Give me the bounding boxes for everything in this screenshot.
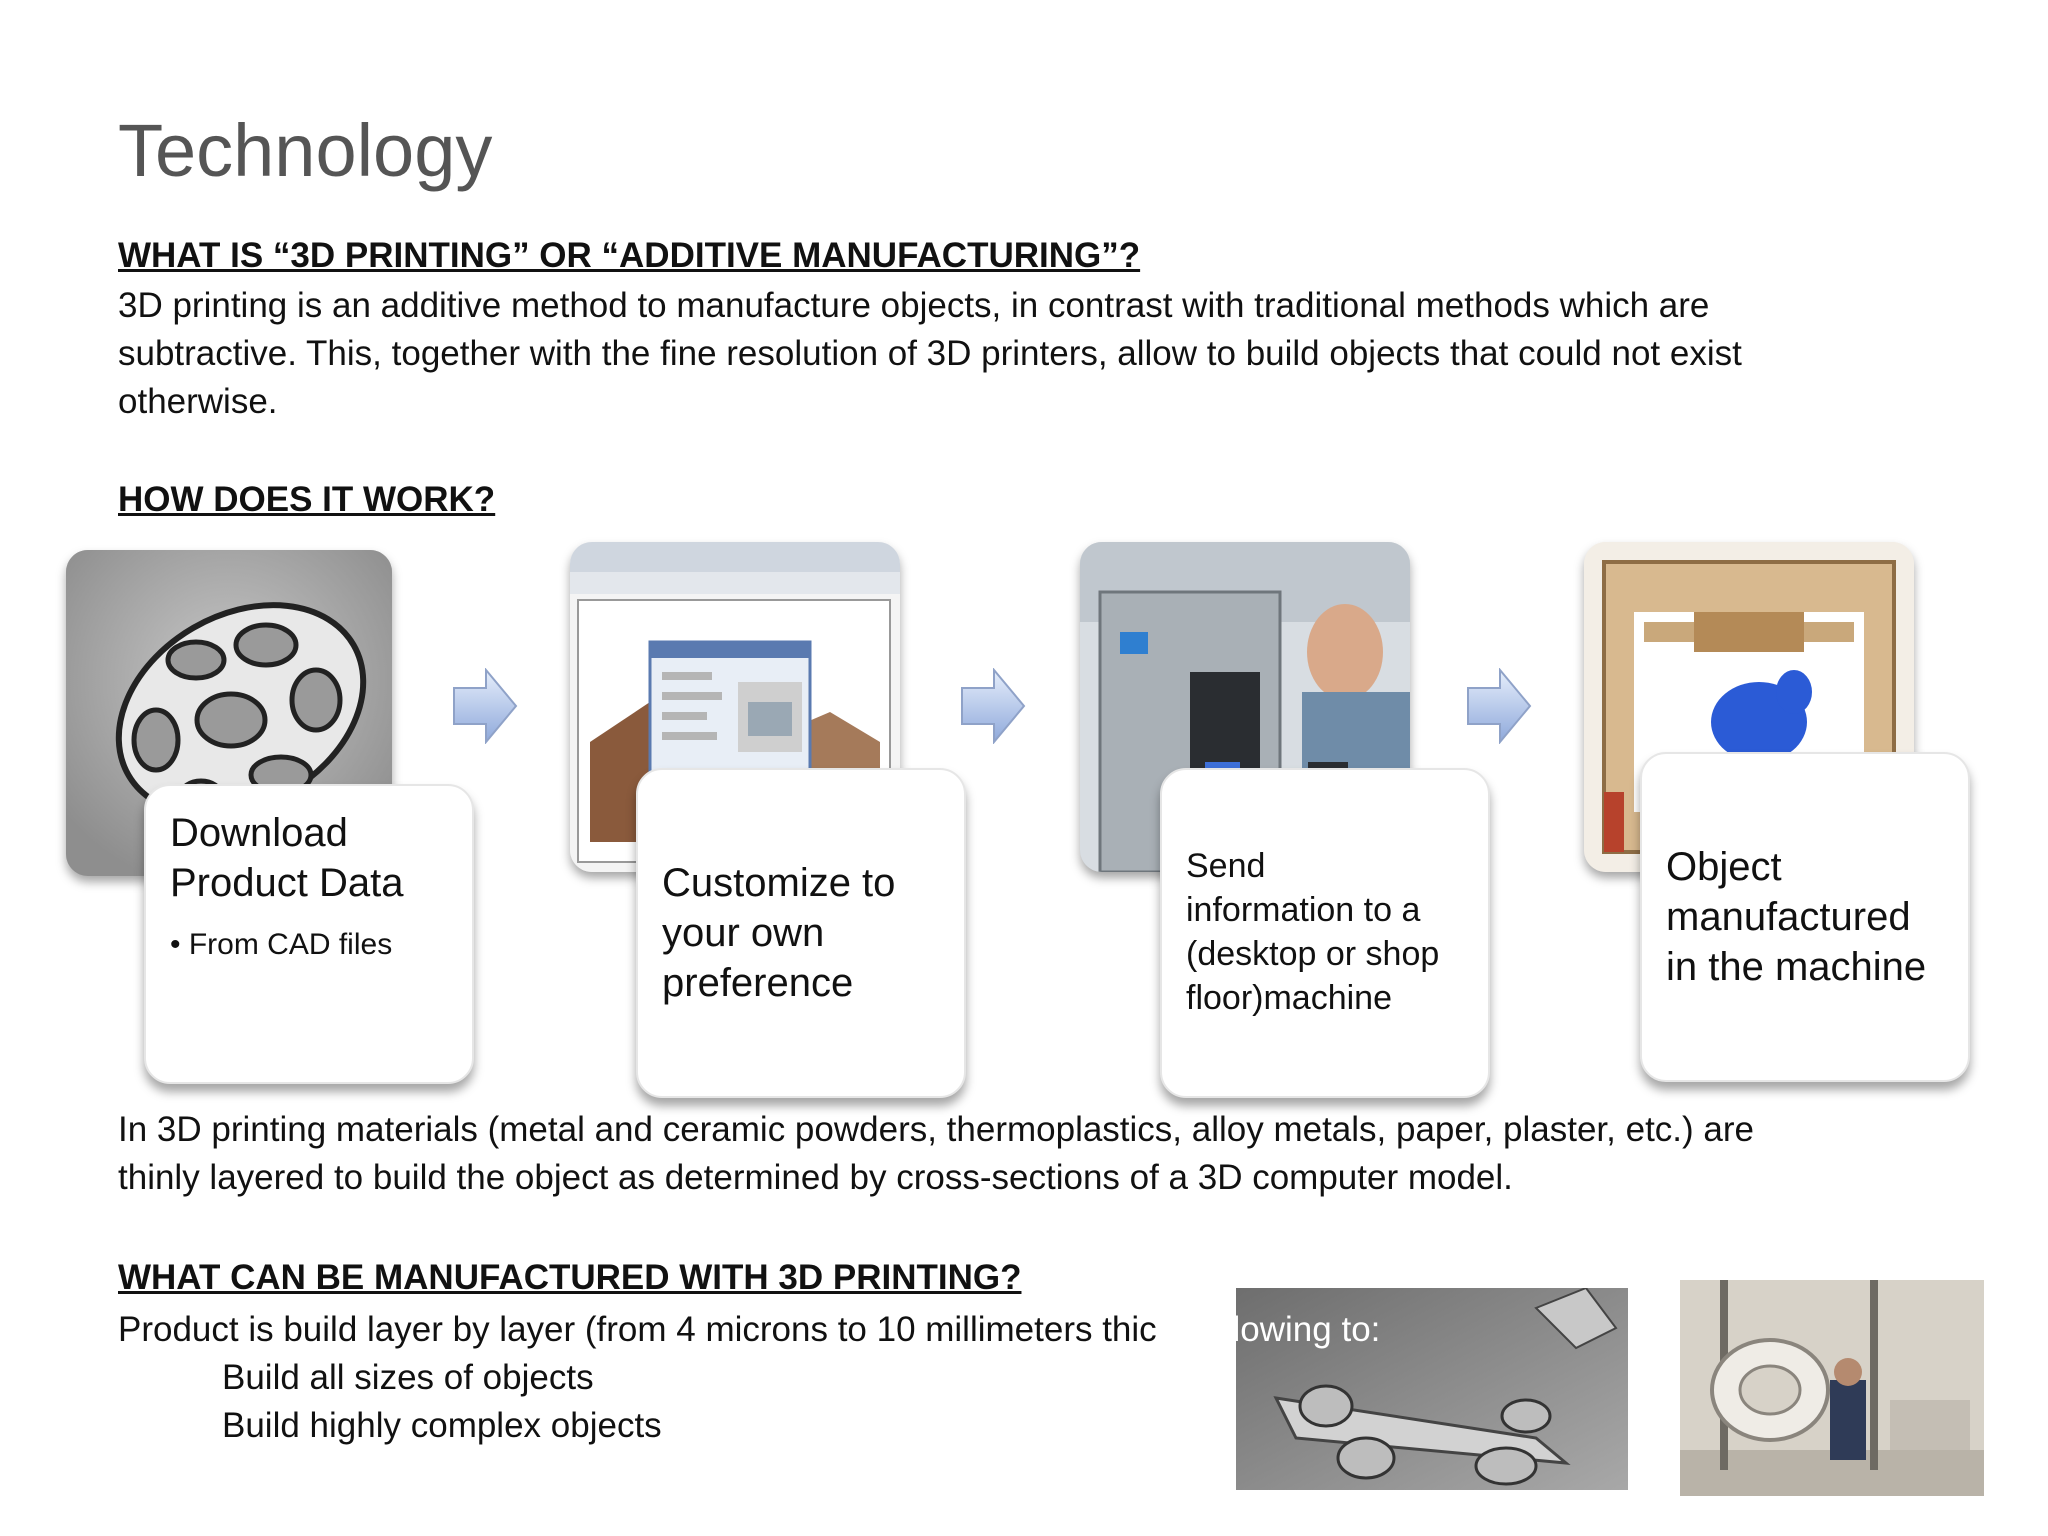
arrow-right-icon xyxy=(452,668,518,744)
list-item: Build highly complex objects xyxy=(222,1406,662,1445)
step-bullet: • From CAD files xyxy=(170,928,393,961)
step-title xyxy=(1666,842,1944,992)
step-title-line: floor)machine xyxy=(1186,979,1392,1017)
arrow-right-icon xyxy=(960,668,1026,744)
step-title-line: manufactured xyxy=(1666,895,1911,939)
step-card-download xyxy=(144,784,474,1084)
step-title-line: in the machine xyxy=(1666,945,1927,989)
step-title-line: information to a xyxy=(1186,891,1421,929)
what-can-line-dark: Product is build layer by layer (from 4 microns to 10 millimeters thic xyxy=(118,1310,1157,1349)
step-title-line: (desktop or shop xyxy=(1186,935,1440,973)
how-paragraph xyxy=(118,1106,1918,1202)
what-can-list xyxy=(222,1354,662,1450)
step-title xyxy=(662,858,940,1008)
page-title: Technology xyxy=(118,109,493,192)
section-heading-what-can: WHAT CAN BE MANUFACTURED WITH 3D PRINTING? xyxy=(118,1258,1022,1297)
paragraph-line: 3D printing is an additive method to manufacture objects, in contrast with traditional methods which are xyxy=(118,286,1710,325)
step-title-line: preference xyxy=(662,961,854,1005)
step-title-line: your own xyxy=(662,911,825,955)
step-title-line: Send xyxy=(1186,847,1266,885)
section-heading-what-is: WHAT IS “3D PRINTING” OR “ADDITIVE MANUFACTURING”? xyxy=(118,236,1141,275)
list-item: Build all sizes of objects xyxy=(222,1358,594,1397)
paragraph-line: subtractive. This, together with the fine resolution of 3D printers, allow to build objects that could not exist xyxy=(118,334,1742,373)
paragraph-line: thinly layered to build the object as determined by cross-sections of a 3D computer model. xyxy=(118,1158,1513,1197)
paragraph-line: In 3D printing materials (metal and ceramic powders, thermoplastics, alloy metals, paper, plaster, etc.) are xyxy=(118,1110,1754,1149)
step-title xyxy=(170,808,448,908)
section-heading-how: HOW DOES IT WORK? xyxy=(118,480,496,519)
step-card-manufactured xyxy=(1640,752,1970,1082)
step-title-line: Download xyxy=(170,811,348,855)
paragraph-line: otherwise. xyxy=(118,382,278,421)
step-title xyxy=(1186,844,1464,1020)
step-card-customize xyxy=(636,768,966,1098)
what-can-line xyxy=(118,1306,1918,1354)
step-title-line: Object xyxy=(1666,845,1782,889)
step-card-send xyxy=(1160,768,1490,1098)
step-title-line: Customize to xyxy=(662,861,896,905)
step-title-line: Product Data xyxy=(170,861,404,905)
what-can-line-light: k), allowing to: xyxy=(1156,1310,1381,1349)
what-is-paragraph xyxy=(118,282,1918,426)
arrow-right-icon xyxy=(1466,668,1532,744)
